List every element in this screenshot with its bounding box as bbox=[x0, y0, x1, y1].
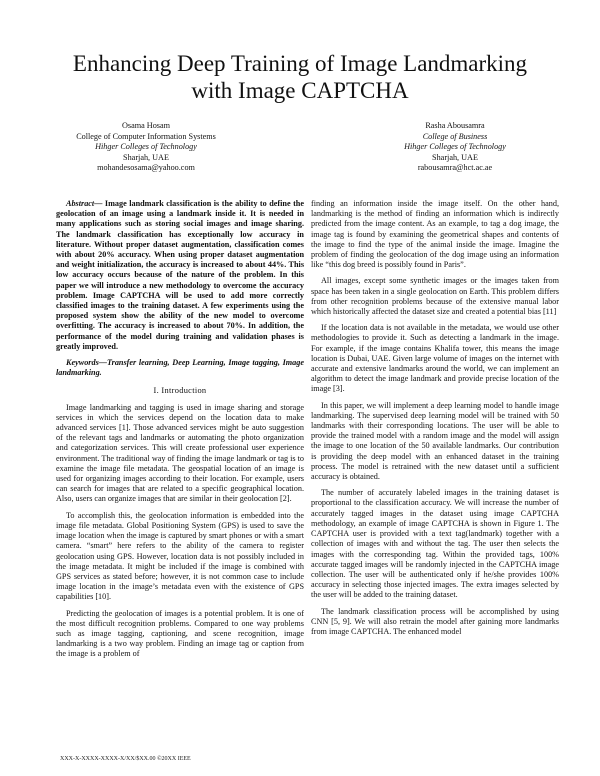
author-org: Hihger Colleges of Technology bbox=[95, 142, 197, 152]
paper-title bbox=[40, 50, 560, 104]
body-paragraph: All images, except some synthetic images or the images taken from space has been taken in a single geolocation on Earth. This problem differs from other recognition problems because of the extensive manual labor which historically affected the dataset size and created a potential bias [11] bbox=[311, 276, 559, 317]
body-paragraph: If the location data is not available in the metadata, we would use other methodologies to provide it. Such as detecting a landmark in the image. For example, if the image contains Khalifa tower, this means the image location is Dubai, UAE. Given large volume of images on the internet with accurate and extensive landmarks around the world, we can implement an algorithm to detect the image landmark and provide precise location of the image [3]. bbox=[311, 323, 559, 394]
body-paragraph: Image landmarking and tagging is used in image sharing and storage services in which the services depend on the location data to make advanced services [1]. Those advanced services might be auto suggestion of the relevant tags and landmarks or automating the photo organization and categorization services. This will create professional user experience environment. The traditional way of finding the image landmark or tag is to examine the image file metadata. The geospatial location of an image is used for organizing images according to their location. For example, users can search for images that are related to a specific geographical location. Also, users can organize images that are similar in their geolocation [2]. bbox=[56, 402, 304, 504]
left-column bbox=[56, 199, 304, 666]
author-dept: College of Computer Information Systems bbox=[76, 131, 216, 141]
abstract-text: Image landmark classification is the ability to define the geolocation of an image using a landmark inside it. It is needed in many applications such as storing social images and image sharing. The landmark classification has exceptionally low accuracy in literature. Without proper dataset augmentation, classification comes with about 20% accuracy. When using proper dataset augmentation and weight initialization, the accuracy is increased to about 44%. This low accuracy occurs because of the nature of the problem. In this paper we will introduce a new methodology to overcome the accuracy problem. Image CAPTCHA will be used to add more correctly classified images to the training dataset. A few experiments using the proposed system show the ability of the new model to overcome overfitting. The accuracy is increased to about 70%. In addition, the performance of the model during training and validation phases is greatly improved. bbox=[56, 199, 304, 351]
author-name: Rasha Abousamra bbox=[425, 121, 485, 130]
author-name: Osama Hosam bbox=[122, 121, 170, 130]
body-paragraph: The landmark classification process will be accomplished by using CNN [5, 9]. We will also retrain the model after gaining more landmarks from image CAPTCHA. The enhanced model bbox=[311, 606, 559, 636]
body-paragraph: The number of accurately labeled images in the training dataset is proportional to the classification accuracy. We will increase the number of accurately tagged images in the dataset using image CAPTCHA methodology, an example of image CAPTCHA is shown in Figure 1. The CAPTCHA user is provided with a text tag(landmark) together with a collection of images with and without the tag. The user then selects the images with the corresponding tag. Within the provided tags, 100% accurate tagged images will be randomly injected in the CAPTCHA image collection. The user will be authenticated only if he/she provides 100% accuracy in selecting those injected images. The extra images selected by the user will be added to the training dataset. bbox=[311, 488, 559, 600]
keywords: Keywords—Transfer learning, Deep Learning, Image tagging, Image landmarking. bbox=[56, 358, 304, 378]
author-dept: College of Business bbox=[422, 131, 488, 141]
copyright-footer: XXX-X-XXXX-XXXX-X/XX/$XX.00 ©20XX IEEE bbox=[60, 756, 191, 762]
author-email: mohandesosama@yahoo.com bbox=[97, 163, 195, 173]
author-city: Sharjah, UAE bbox=[123, 152, 169, 162]
section-heading-introduction: I. Introduction bbox=[153, 386, 207, 396]
title-line-1: Enhancing Deep Training of Image Landmarking bbox=[72, 51, 528, 76]
body-paragraph: Predicting the geolocation of images is a potential problem. It is one of the most difficult recognition problems. Compared to one way problems such as image tagging, captioning, and scene recognition, image landmarking is a two way problem. Finding an image tag or caption from the image is a problem of bbox=[56, 608, 304, 659]
right-column bbox=[311, 199, 559, 643]
author-city: Sharjah, UAE bbox=[432, 152, 478, 162]
body-paragraph: To accomplish this, the geolocation information is embedded into the image file metadata. Global Positioning System (GPS) is used to save the image location when the image is captured by smart phones or with a smart camera. “smart” here refers to the ability of the camera to register geolocation using GPS. However, location data is not possibly included in the image metadata. It might be included if the image is combined with GPS services as stated before; however, it is not common case to include image location in the image’s metadata even with the existence of GPS capabilities [10]. bbox=[56, 510, 304, 602]
abstract bbox=[56, 199, 304, 352]
author-block-1 bbox=[26, 121, 266, 174]
title-line-2: with Image CAPTCHA bbox=[191, 78, 409, 103]
author-org: Hihger Colleges of Technology bbox=[404, 142, 506, 152]
body-paragraph: In this paper, we will implement a deep learning model to handle image landmarking. The supervised deep learning model will be trained with 50 landmarks with their corresponding locations. The user will be able to provide the trained model with a random image and the model will assign the image to one location of the 50 available landmarks. Our contribution is providing the deep model with an enhanced dataset in the training process. The model is retrained with the new dataset until a sufficient accuracy is obtained. bbox=[311, 400, 559, 482]
body-paragraph: finding an information inside the image itself. On the other hand, landmarking is the method of finding an information which is indirectly predicted from the image content. As an example, to tag a dog image, the image tag is found by examining the geometrical shapes and contents of the image to find the type of the animal inside the image. Imagine the problem of finding the geolocation of the dog image using an information like “this dog breed is possibly found in Paris”. bbox=[311, 199, 559, 270]
author-email: rabousamra@hct.ac.ae bbox=[417, 163, 493, 173]
author-block-2 bbox=[335, 121, 575, 174]
abstract-lead: Abstract— bbox=[66, 199, 103, 208]
